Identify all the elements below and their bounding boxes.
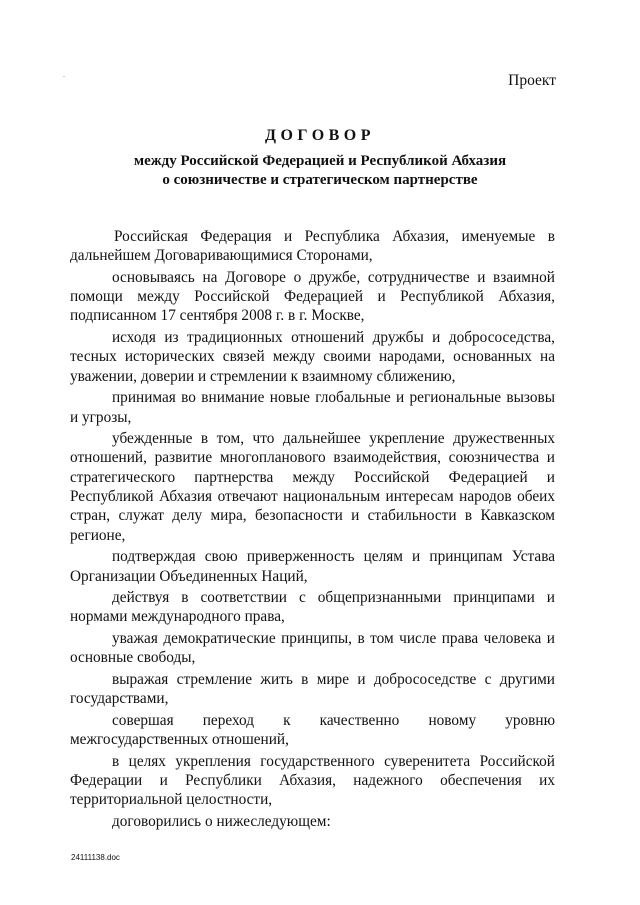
document-subtitle-line-2: о союзничестве и стратегическом партнерстве: [162, 172, 478, 188]
preamble-paragraph: совершая переход к качественно новому уровню межгосударственных отношений,: [70, 711, 555, 749]
document-status: Проект: [508, 72, 556, 89]
preamble-paragraph: уважая демократические принципы, в том числе права человека и основные свободы,: [70, 630, 555, 667]
preamble-paragraph: подтверждая свою приверженность целям и принципам Устава Организации Объединенных Наций,: [70, 548, 555, 585]
footer-file-name: 24111138.doc: [71, 853, 120, 862]
preamble-paragraph: в целях укрепления государственного суверенитета Российской Федерации и Республики Абхазия, надежного обеспечения их территориальной целостности,: [70, 752, 555, 809]
preamble-paragraph: исходя из традиционных отношений дружбы и добрососедства, тесных исторических связей между своими народами, основанных на уважении, доверии и стремлении к взаимному сближению,: [70, 329, 555, 385]
preamble-paragraph: выражая стремление жить в мире и добрососедстве с другими государствами,: [70, 670, 555, 708]
document-title: ДОГОВОР: [264, 127, 376, 144]
scan-mark: [63, 76, 65, 77]
preamble-paragraph: действуя в соответствии с общепризнанными принципами и нормами международного права,: [70, 589, 555, 626]
preamble-paragraph: принимая во внимание новые глобальные и региональные вызовы и угрозы,: [70, 389, 555, 426]
preamble-paragraph: Российская Федерация и Республика Абхазия, именуемые в дальнейшем Договаривающимися Сторонами,: [70, 228, 555, 265]
preamble-paragraph: убежденные в том, что дальнейшее укрепление дружественных отношений, развитие многопланового взаимодействия, союзничества и стратегического партнерства между Российской Федерацией и Республикой Абхазия отвечают национальным интересам народов обеих стран, служат делу мира, безопасности и стабильности в Кавказском регионе,: [70, 430, 555, 544]
preamble-text: [70, 227, 555, 833]
preamble-paragraph: основываясь на Договоре о дружбе, сотрудничестве и взаимной помощи между Российской Федерацией и Республикой Абхазия, подписанном 17 сентября 2008 г. в г. Москве,: [70, 268, 555, 325]
document-subtitle-line-1: между Российской Федерацией и Республикой Абхазия: [133, 153, 507, 169]
preamble-closing: договорились о нижеследующем:: [112, 812, 331, 830]
